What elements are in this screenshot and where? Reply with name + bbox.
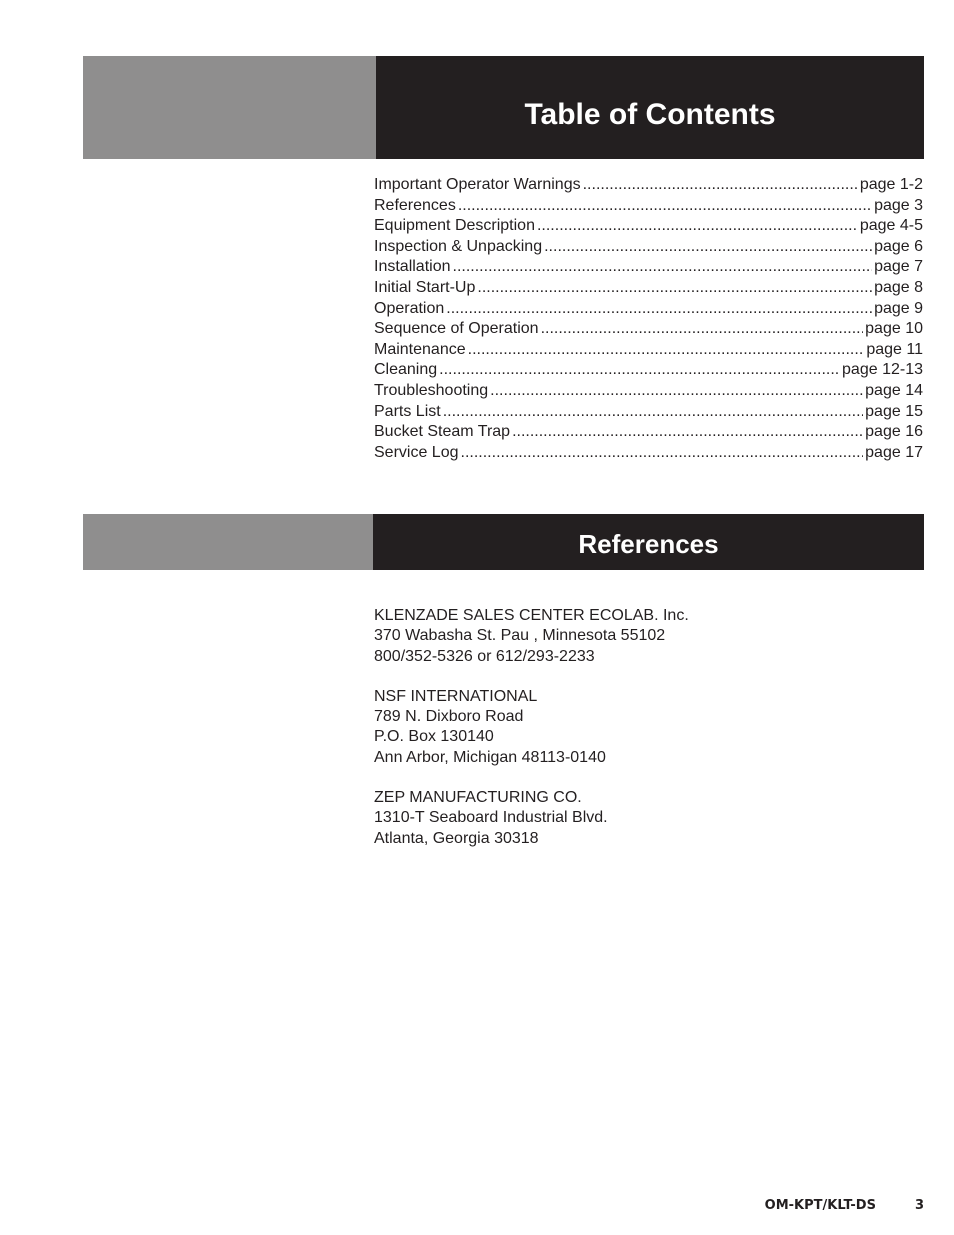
toc-title: Table of Contents: [376, 56, 924, 159]
toc-entry-page: page 11: [866, 340, 923, 358]
dot-leader: [446, 299, 872, 320]
toc-entry-title: Troubleshooting: [374, 381, 489, 399]
reference-line: Ann Arbor, Michigan 48113-0140: [374, 748, 606, 766]
toc-entry-page: page 17: [865, 443, 923, 461]
references-list: [374, 606, 914, 869]
toc-entry[interactable]: [374, 381, 923, 402]
toc-entry-page: page 1-2: [859, 176, 923, 193]
toc-entry-page: page 15: [865, 402, 923, 420]
dot-leader: [468, 340, 865, 361]
toc-entry-title: Initial Start-Up: [374, 278, 476, 296]
toc-entry-title: Inspection & Unpacking: [374, 237, 543, 255]
toc-entry-page: page 6: [874, 237, 923, 255]
toc-entry[interactable]: [374, 360, 923, 381]
reference-line: 1310-T Seaboard Industrial Blvd.: [374, 809, 608, 827]
toc-entry[interactable]: [374, 278, 923, 299]
toc-entry-page: page 16: [865, 423, 923, 441]
toc-entry[interactable]: [374, 196, 923, 217]
dot-leader: [512, 422, 863, 443]
page-footer: [765, 1198, 924, 1213]
toc-entry-title: Installation: [374, 258, 451, 276]
dot-leader: [544, 237, 872, 258]
toc-entry-title: Maintenance: [374, 340, 466, 358]
reference-line: P.O. Box 130140: [374, 728, 494, 746]
toc-list: [374, 175, 923, 463]
page-number: 3: [914, 1198, 924, 1213]
toc-entry-page: page 9: [874, 299, 923, 317]
references-title: References: [373, 514, 924, 570]
toc-entry-page: page 12-13: [842, 361, 923, 379]
dot-leader: [461, 443, 864, 464]
reference-line: ZEP MANUFACTURING CO.: [374, 789, 582, 807]
toc-entry-title: Parts List: [374, 402, 441, 420]
reference-line: NSF INTERNATIONAL: [374, 687, 538, 705]
toc-entry-title: Bucket Steam Trap: [374, 423, 511, 441]
dot-leader: [453, 257, 873, 278]
dot-leader: [458, 196, 872, 217]
toc-entry-title: References: [374, 196, 456, 214]
dot-leader: [477, 278, 872, 299]
toc-entry-page: page 10: [865, 320, 923, 338]
toc-header-band: [83, 56, 924, 159]
reference-organization: [374, 788, 914, 849]
reference-organization: [374, 606, 914, 667]
toc-entry-title: Equipment Description: [374, 217, 535, 235]
toc-entry-title: Important Operator Warnings: [374, 176, 581, 193]
reference-line: Atlanta, Georgia 30318: [374, 829, 539, 847]
toc-entry-title: Sequence of Operation: [374, 320, 539, 338]
toc-entry-page: page 14: [865, 381, 923, 399]
toc-entry-title: Cleaning: [374, 361, 438, 379]
toc-entry[interactable]: [374, 257, 923, 278]
dot-leader: [537, 216, 858, 237]
dot-leader: [490, 381, 863, 402]
toc-entry[interactable]: [374, 237, 923, 258]
reference-line: 800/352-5326 or 612/293-2233: [374, 647, 595, 665]
toc-entry[interactable]: [374, 340, 923, 361]
toc-entry-title: Service Log: [374, 443, 459, 461]
header-gray-block: [83, 56, 376, 159]
toc-entry-page: page 3: [874, 196, 923, 214]
reference-line: 789 N. Dixboro Road: [374, 708, 524, 726]
toc-entry[interactable]: [374, 299, 923, 320]
dot-leader: [583, 175, 858, 196]
reference-organization: [374, 687, 914, 768]
document-code: OM-KPT/KLT-DS: [764, 1198, 876, 1213]
dot-leader: [439, 360, 840, 381]
toc-entry[interactable]: [374, 422, 923, 443]
header-gray-block: [83, 514, 373, 570]
toc-entry[interactable]: [374, 319, 923, 340]
toc-entry-page: page 8: [874, 278, 923, 296]
dot-leader: [443, 402, 863, 423]
dot-leader: [541, 319, 864, 340]
references-header-band: [83, 514, 924, 570]
reference-line: KLENZADE SALES CENTER ECOLAB. Inc.: [374, 607, 689, 624]
toc-entry[interactable]: [374, 175, 923, 196]
toc-entry[interactable]: [374, 402, 923, 423]
toc-entry[interactable]: [374, 216, 923, 237]
toc-entry-page: page 4-5: [859, 217, 923, 235]
toc-entry[interactable]: [374, 443, 923, 464]
reference-line: 370 Wabasha St. Pau , Minnesota 55102: [374, 627, 666, 645]
toc-entry-page: page 7: [874, 258, 923, 276]
toc-entry-title: Operation: [374, 299, 445, 317]
